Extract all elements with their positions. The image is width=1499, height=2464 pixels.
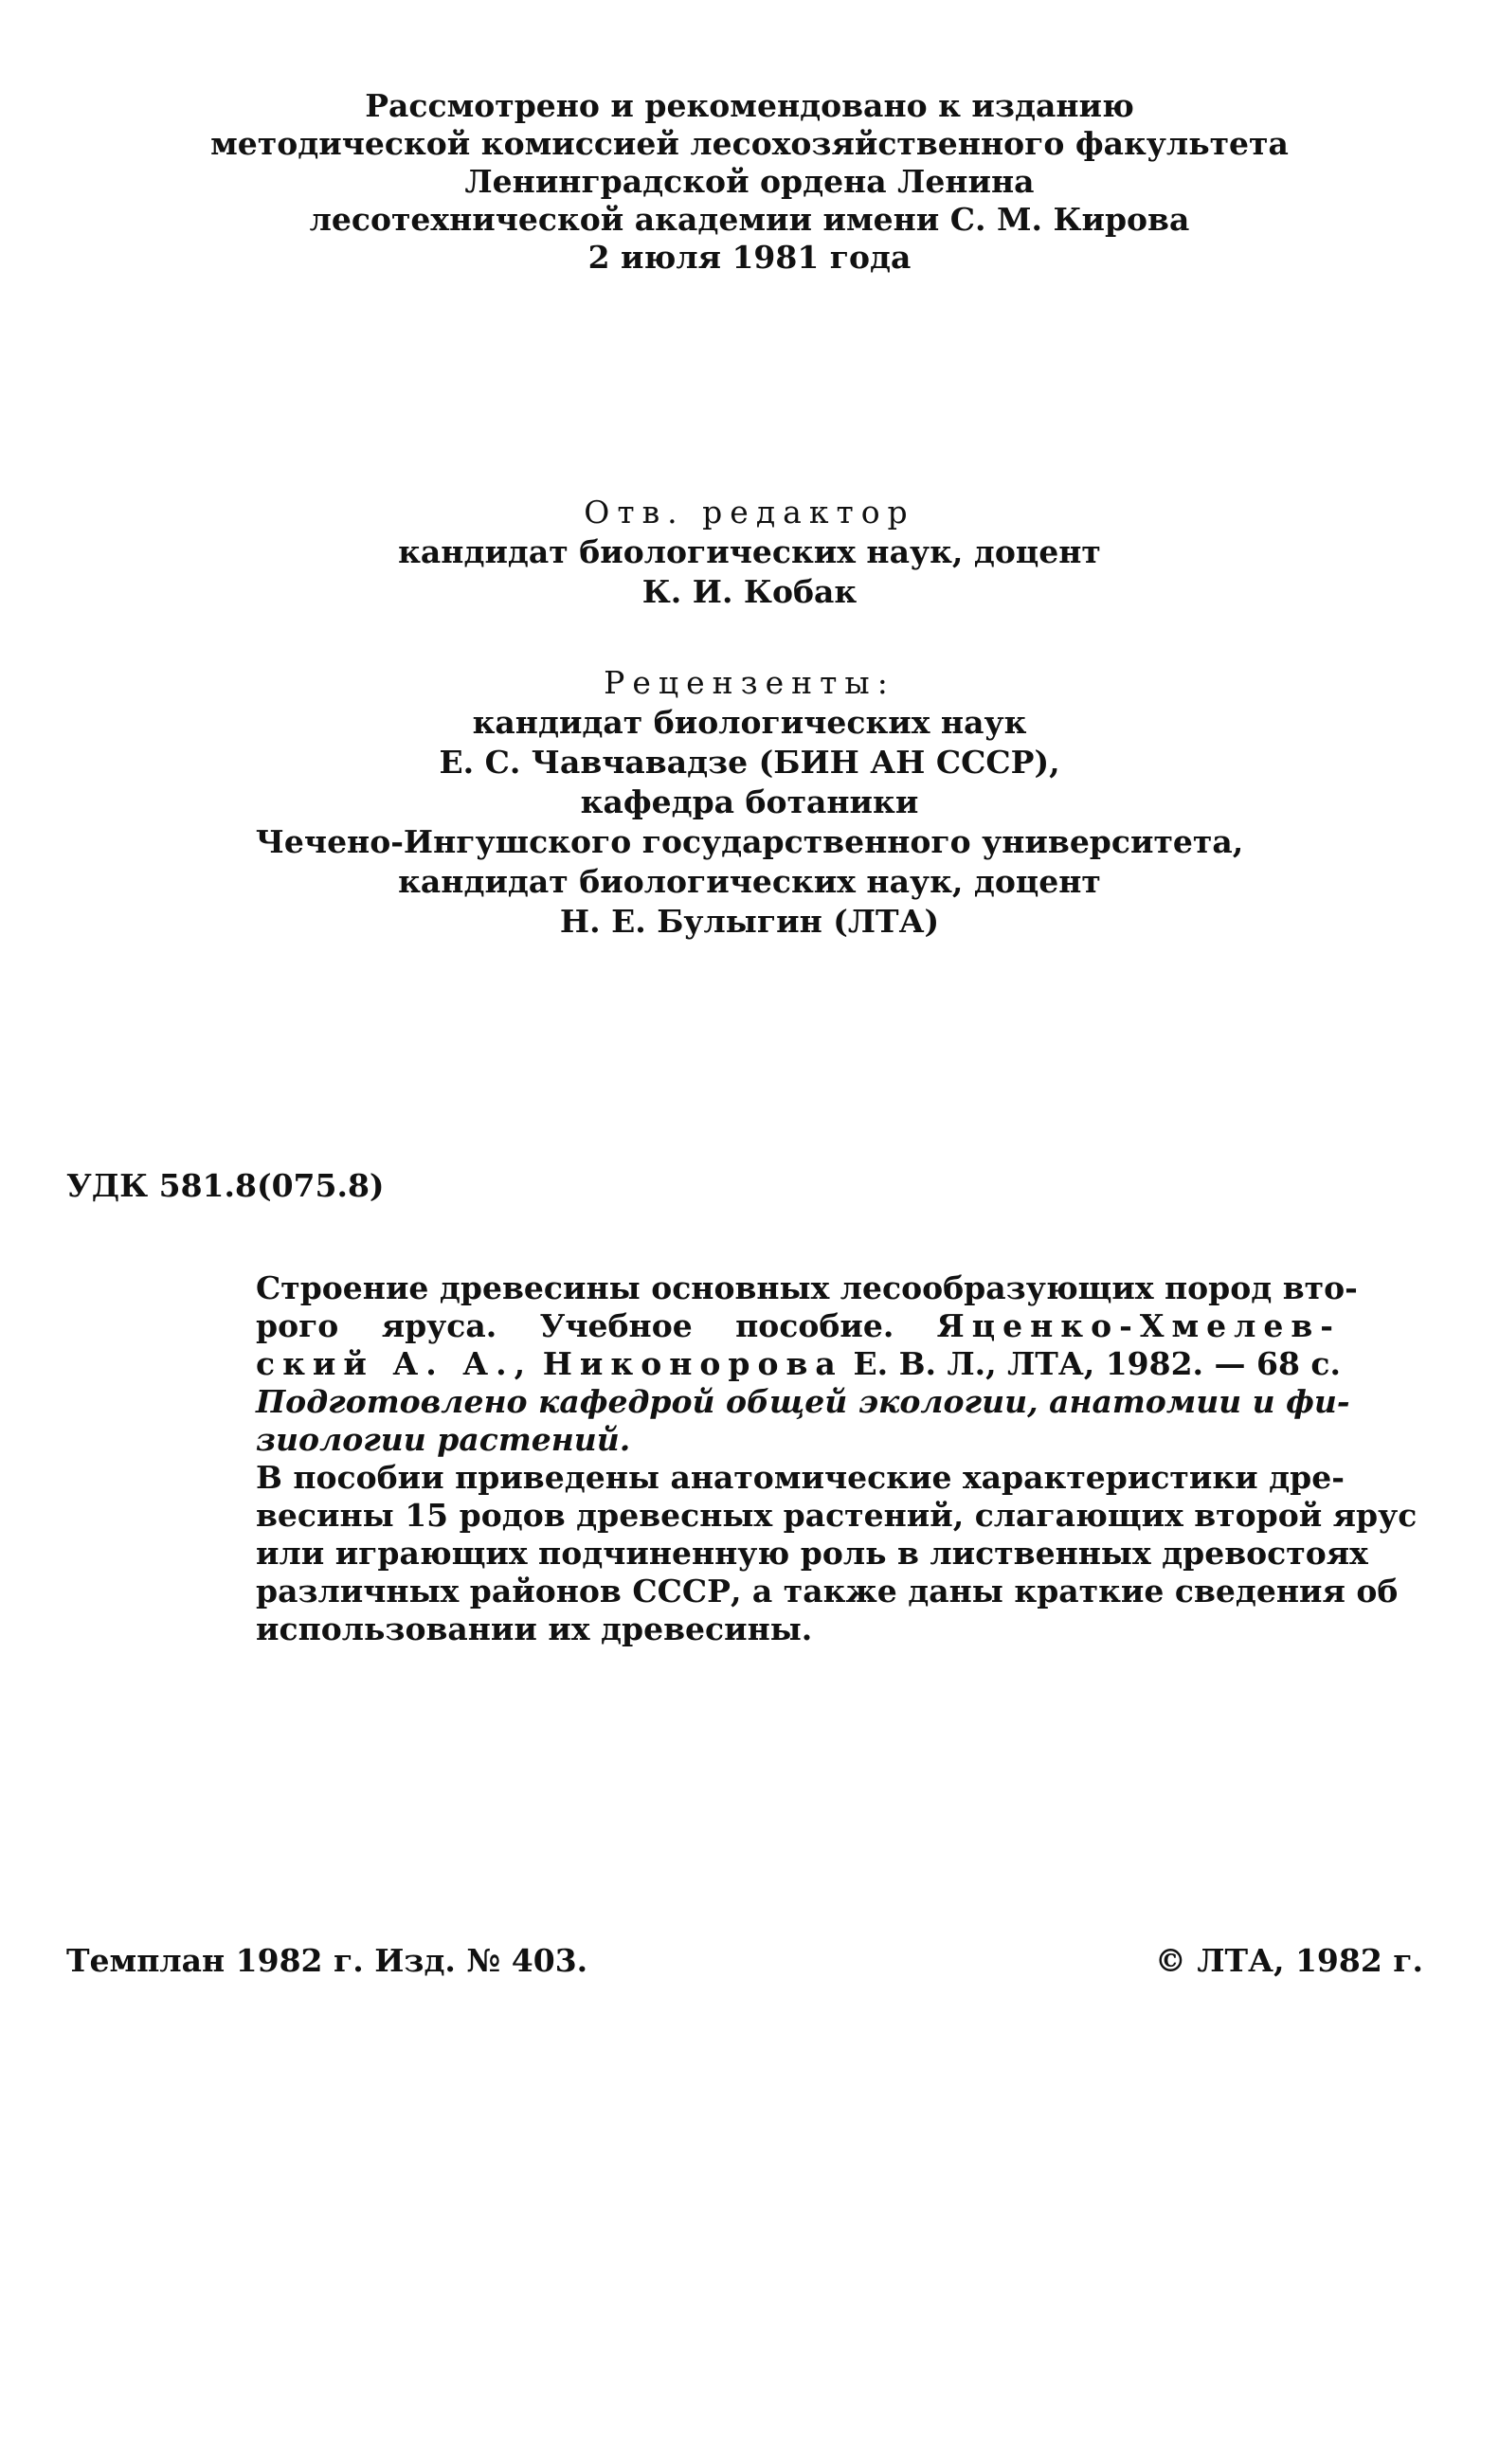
summary-line: весины 15 родов древесных растений, слагающих второй ярус — [256, 1497, 1418, 1534]
author-name: ский А. А., — [256, 1345, 533, 1382]
bibliographic-line — [256, 1345, 1341, 1383]
bibliographic-line — [256, 1269, 1358, 1307]
reviewer-line: кафедра ботаники — [580, 783, 919, 820]
approval-line: методической комиссией лесохозяйственного факультета — [210, 125, 1289, 162]
reviewer-line: Н. Е. Булыгин (ЛТА) — [559, 903, 940, 940]
bibliographic-text: яруса. — [381, 1307, 497, 1344]
author-name: Никонорова — [542, 1345, 843, 1382]
copyright-notice: © ЛТА, 1982 г. — [1154, 1942, 1423, 1979]
summary-line: В пособии приведены анатомические характеристики дре- — [256, 1459, 1345, 1496]
prepared-line: зиологии растений. — [256, 1421, 631, 1458]
editor-block — [0, 493, 1499, 612]
reviewer-line: кандидат биологических наук — [472, 704, 1027, 741]
approval-block — [0, 87, 1499, 277]
approval-date: 2 июля 1981 года — [587, 239, 912, 276]
summary-paragraph — [256, 1459, 1418, 1648]
editor-title: кандидат биологических наук, доцент — [398, 533, 1101, 570]
author-name: Яценко-Хмелев- — [936, 1307, 1341, 1344]
bibliographic-text: рого — [256, 1307, 339, 1344]
bibliographic-text: Учебное — [539, 1307, 693, 1344]
reviewers-block — [0, 663, 1499, 942]
bibliographic-text: Е. В. Л., ЛТА, 1982. — 68 с. — [853, 1345, 1341, 1382]
publication-plan: Темплан 1982 г. Изд. № 403. — [66, 1942, 588, 1979]
approval-line: Рассмотрено и рекомендовано к изданию — [365, 87, 1134, 124]
bibliographic-line — [256, 1307, 1341, 1345]
prepared-line: Подготовлено кафедрой общей экологии, анатомии и фи- — [256, 1383, 1350, 1420]
reviewers-heading: Рецензенты: — [604, 664, 895, 701]
editor-name: К. И. Кобак — [641, 573, 858, 610]
udk-code: УДК 581.8(075.8) — [66, 1167, 385, 1204]
reviewer-line: Чечено-Ингушского государственного университета, — [255, 823, 1244, 860]
reviewer-line: Е. С. Чавчавадзе (БИН АН СССР), — [439, 744, 1060, 781]
approval-line: Ленинградской ордена Ленина — [464, 163, 1035, 200]
prepared-by — [256, 1383, 1350, 1459]
reviewer-line: кандидат биологических наук, доцент — [398, 863, 1101, 900]
annotation-block — [256, 1269, 1418, 1648]
approval-line: лесотехнической академии имени С. М. Кирова — [309, 201, 1190, 238]
summary-line: использовании их древесины. — [256, 1610, 813, 1647]
bibliographic-text: пособие. — [735, 1307, 894, 1344]
editor-heading: Отв. редактор — [584, 494, 915, 531]
bibliographic-text: Строение древесины основных лесообразующих пород вто- — [256, 1269, 1358, 1306]
summary-line: или играющих подчиненную роль в лиственных древостоях — [256, 1535, 1368, 1572]
summary-line: различных районов СССР, а также даны краткие сведения об — [256, 1573, 1399, 1610]
